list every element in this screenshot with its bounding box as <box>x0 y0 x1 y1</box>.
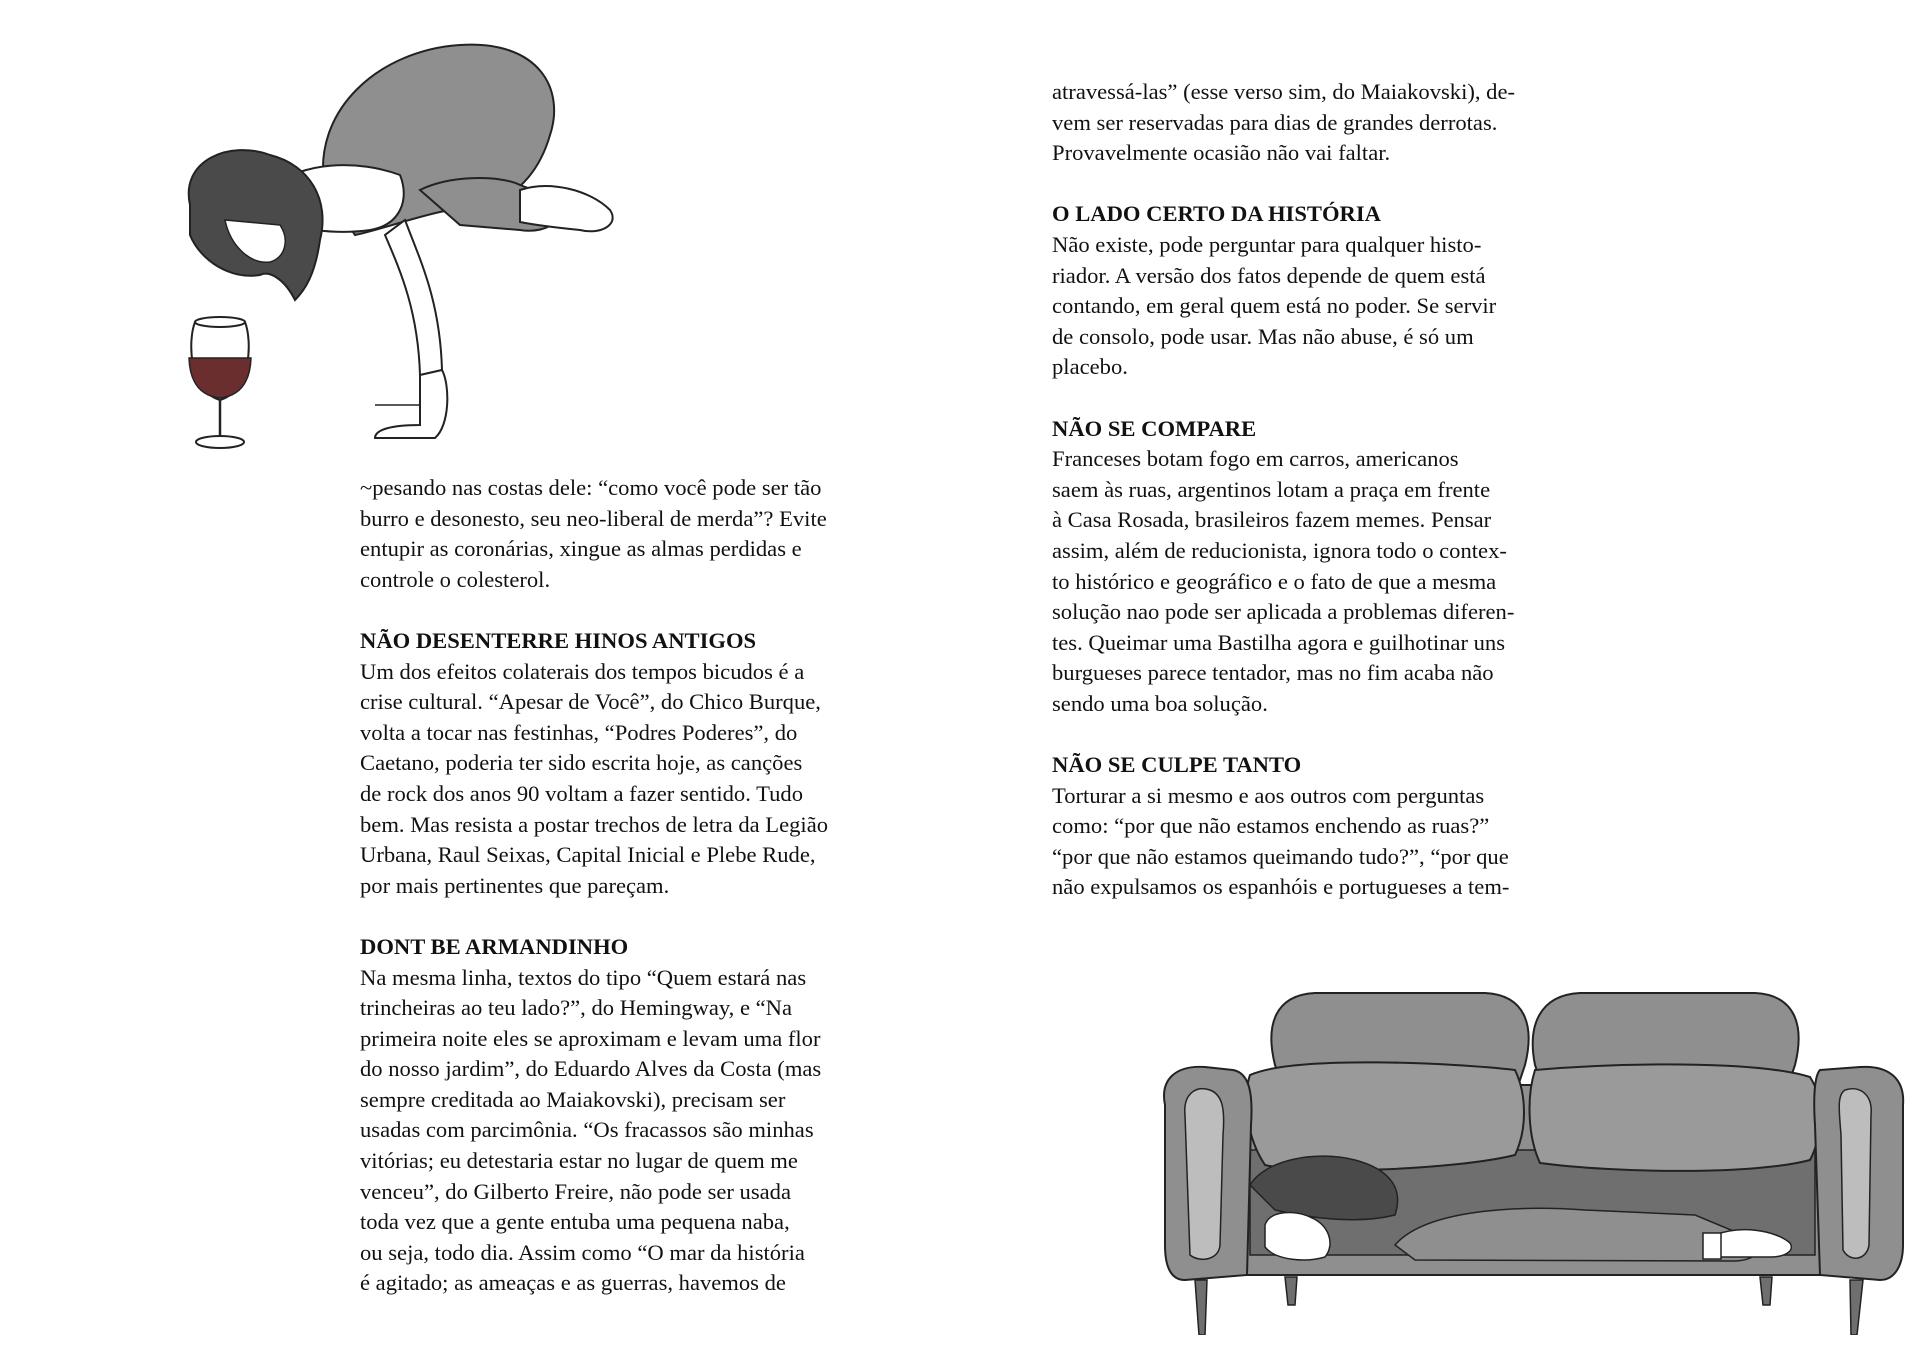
right-page-column <box>1052 77 1612 903</box>
text-line: primeira noite eles se aproximam e levam uma flor <box>360 1025 821 1051</box>
text-line: volta a tocar nas festinhas, “Podres Poderes”, do <box>360 719 798 745</box>
text-line: Um dos efeitos colaterais dos tempos bicudos é a <box>360 658 805 684</box>
text-line: por mais pertinentes que pareçam. <box>360 872 670 898</box>
text-line: solução nao pode ser aplicada a problemas diferen- <box>1052 599 1515 625</box>
yoga-pose-illustration <box>120 40 640 460</box>
text-line: burgueses parece tentador, mas no fim acaba não <box>1052 660 1494 686</box>
text-line: riador. A versão dos fatos depende de quem está <box>1052 262 1486 288</box>
text-line: saem às ruas, argentinos lotam a praça em frente <box>1052 476 1491 502</box>
text-line: como: “por que não estamos enchendo as ruas?” <box>1052 813 1490 839</box>
text-line: placebo. <box>1052 354 1128 380</box>
text-line: ou seja, todo dia. Assim como “O mar da história <box>360 1239 805 1265</box>
text-line: controle o colesterol. <box>360 566 551 592</box>
wine-glass-icon <box>189 317 251 448</box>
text-line: vem ser reservadas para dias de grandes derrotas. <box>1052 109 1498 135</box>
section-heading: NÃO DESENTERRE HINOS ANTIGOS <box>360 627 757 653</box>
text-line: venceu”, do Gilberto Freire, não pode ser usada <box>360 1178 792 1204</box>
section-nao-desenterre <box>360 626 920 901</box>
text-line: usadas com parcimônia. “Os fracassos são minhas <box>360 1117 814 1143</box>
section-heading: O LADO CERTO DA HISTÓRIA <box>1052 201 1381 227</box>
section-heading: NÃO SE COMPARE <box>1052 415 1257 441</box>
text-line: bem. Mas resista a postar trechos de letra da Legião <box>360 811 829 837</box>
text-line: Caetano, poderia ter sido escrita hoje, as canções <box>360 750 803 776</box>
text-line: do nosso jardim”, do Eduardo Alves da Costa (mas <box>360 1056 822 1082</box>
text-line: Torturar a si mesmo e aos outros com perguntas <box>1052 782 1485 808</box>
text-line: de rock dos anos 90 voltam a fazer sentido. Tudo <box>360 780 804 806</box>
left-intro-paragraph <box>360 473 920 595</box>
text-line: to histórico e geográfico e o fato de que a mesma <box>1052 568 1497 594</box>
text-line: sempre creditada ao Maiakovski), precisam ser <box>360 1086 786 1112</box>
text-line: Provavelmente ocasião não vai faltar. <box>1052 140 1391 166</box>
section-lado-certo <box>1052 199 1612 383</box>
text-line: vitórias; eu detestaria estar no lugar de quem me <box>360 1148 798 1174</box>
sofa-illustration <box>1155 985 1915 1335</box>
section-dont-be-armandinho <box>360 932 920 1299</box>
text-line: não expulsamos os espanhóis e portugueses a tem- <box>1052 874 1510 900</box>
text-line: sendo uma boa solução. <box>1052 690 1268 716</box>
text-line: burro e desonesto, seu neo-liberal de merda”? Evite <box>360 505 827 531</box>
text-line: atravessá-las” (esse verso sim, do Maiakovski), de- <box>1052 79 1516 104</box>
text-line: contando, em geral quem está no poder. Se servir <box>1052 293 1497 319</box>
text-line: à Casa Rosada, brasileiros fazem memes. Pensar <box>1052 507 1492 533</box>
text-line: é agitado; as ameaças e as guerras, havemos de <box>360 1270 786 1296</box>
text-line: Franceses botam fogo em carros, americanos <box>1052 446 1459 472</box>
sofa-icon <box>1164 993 1903 1335</box>
text-line: Na mesma linha, textos do tipo “Quem estará nas <box>360 964 807 990</box>
section-nao-se-culpe <box>1052 750 1612 903</box>
text-line: ~pesando nas costas dele: “como você pode ser tão <box>360 475 822 500</box>
text-line: Urbana, Raul Seixas, Capital Inicial e Plebe Rude, <box>360 842 816 868</box>
left-page-column <box>360 473 920 1299</box>
right-intro-paragraph <box>1052 77 1612 169</box>
text-line: tes. Queimar uma Bastilha agora e guilhotinar uns <box>1052 629 1506 655</box>
text-line: trincheiras ao teu lado?”, do Hemingway, e “Na <box>360 995 793 1021</box>
text-line: assim, além de reducionista, ignora todo o contex- <box>1052 537 1507 563</box>
text-line: crise cultural. “Apesar de Você”, do Chico Burque, <box>360 689 821 715</box>
text-line: Não existe, pode perguntar para qualquer histo- <box>1052 231 1482 257</box>
text-line: de consolo, pode usar. Mas não abuse, é só um <box>1052 323 1474 349</box>
text-line: “por que não estamos queimando tudo?”, “por que <box>1052 843 1509 869</box>
text-line: toda vez que a gente entuba uma pequena naba, <box>360 1209 790 1235</box>
section-heading: DONT BE ARMANDINHO <box>360 933 629 959</box>
woman-figure <box>189 45 613 438</box>
section-heading: NÃO SE CULPE TANTO <box>1052 752 1302 778</box>
section-nao-se-compare <box>1052 414 1612 720</box>
text-line: entupir as coronárias, xingue as almas perdidas e <box>360 536 802 562</box>
